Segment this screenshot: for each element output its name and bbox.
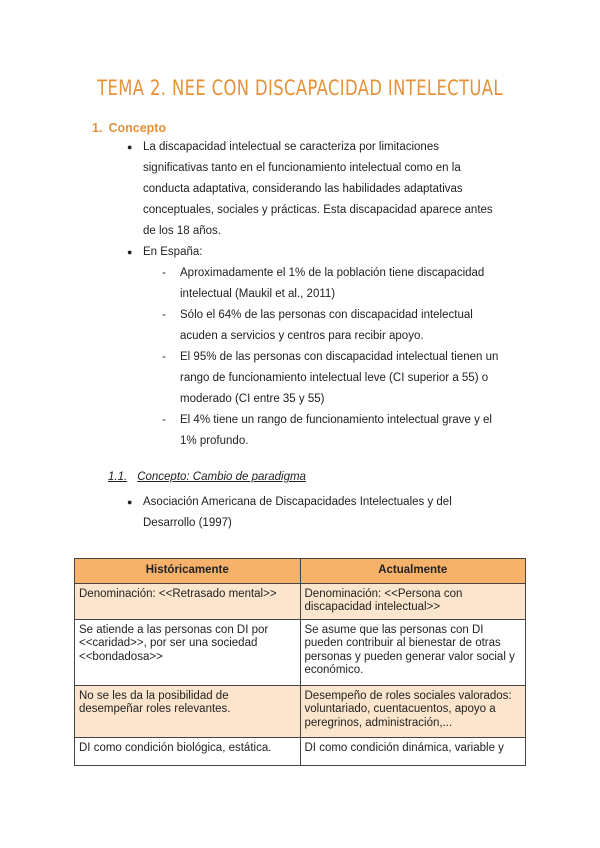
subsection-heading (108, 471, 306, 483)
text-line: acuden a servicios y centros para recibir apoyo. (180, 330, 424, 342)
text-line: La discapacidad intelectual se caracteriza por limitaciones (143, 141, 439, 153)
text-line: intelectual (Maukil et al., 2011) (180, 288, 336, 300)
table-row (75, 737, 526, 765)
header-actualmente: Actualmente (300, 559, 526, 584)
bullet-icon: ● (127, 247, 133, 257)
table-cell: DI como condición dinámica, variable y (300, 737, 526, 765)
text-line: significativas tanto en el funcionamiento intelectual como en la (143, 162, 461, 174)
subsection-title: Concepto: Cambio de paradigma (137, 471, 306, 483)
text-line: El 4% tiene un rango de funcionamiento intelectual grave y el (180, 414, 492, 426)
paradigm-table (74, 558, 526, 766)
text-line: Aproximadamente el 1% de la población tiene discapacidad (180, 267, 485, 279)
sub-item (162, 347, 522, 410)
table-cell: No se les da la posibilidad de desempeñar roles relevantes. (75, 685, 301, 737)
text-line: Sólo el 64% de las personas con discapacidad intelectual (180, 309, 473, 321)
text-line: conceptuales, sociales y prácticas. Esta discapacidad aparece antes (143, 204, 493, 216)
dash-icon: - (162, 267, 166, 279)
dash-icon: - (162, 414, 166, 426)
sub-item (162, 410, 522, 452)
table-cell: Denominación: <<Retrasado mental>> (75, 583, 301, 619)
bullet-icon: ● (127, 497, 133, 507)
sub-item (162, 305, 522, 347)
dash-icon: - (162, 309, 166, 321)
text-line: En España: (143, 246, 203, 258)
table-cell: Se asume que las personas con DI pueden contribuir al bienestar de otras personas y pueden generar valor social y económico. (300, 619, 526, 685)
text-line: Asociación Americana de Discapacidades Intelectuales y del (143, 496, 452, 508)
text-line: de los 18 años. (143, 225, 222, 237)
text-line: moderado (CI entre 35 y 55) (180, 393, 325, 405)
table-row (75, 583, 526, 619)
page-title: TEMA 2. NEE CON DISCAPACIDAD INTELECTUAL (97, 76, 503, 100)
text-line: conducta adaptativa, considerando las habilidades adaptativas (143, 183, 463, 195)
table-row (75, 619, 526, 685)
section-number: 1. (92, 121, 103, 135)
bullet-definition (127, 137, 523, 242)
section-title: Concepto (108, 121, 167, 135)
section-heading-concepto (92, 121, 166, 135)
text-line: 1% profundo. (180, 435, 249, 447)
table-cell: Denominación: <<Persona con discapacidad intelectual>> (300, 583, 526, 619)
dash-icon: - (162, 351, 166, 363)
sub-item (162, 263, 522, 305)
table-cell: Se atiende a las personas con DI por <<caridad>>, por ser una sociedad <<bondadosa>> (75, 619, 301, 685)
bullet-icon: ● (127, 142, 133, 152)
table-cell: DI como condición biológica, estática. (75, 737, 301, 765)
subsection-number: 1.1. (108, 471, 128, 483)
text-line: rango de funcionamiento intelectual leve (CI superior a 55) o (180, 372, 489, 384)
header-historicamente: Históricamente (75, 559, 301, 584)
table-row (75, 685, 526, 737)
table-cell: Desempeño de roles sociales valorados: voluntariado, cuentacuentos, apoyo a peregrinos, administración,... (300, 685, 526, 737)
bullet-espana (127, 242, 523, 263)
table-header-row (75, 559, 526, 584)
bullet-aaidd (127, 492, 523, 534)
text-line: El 95% de las personas con discapacidad intelectual tienen un (180, 351, 499, 363)
text-line: Desarrollo (1997) (143, 517, 232, 529)
